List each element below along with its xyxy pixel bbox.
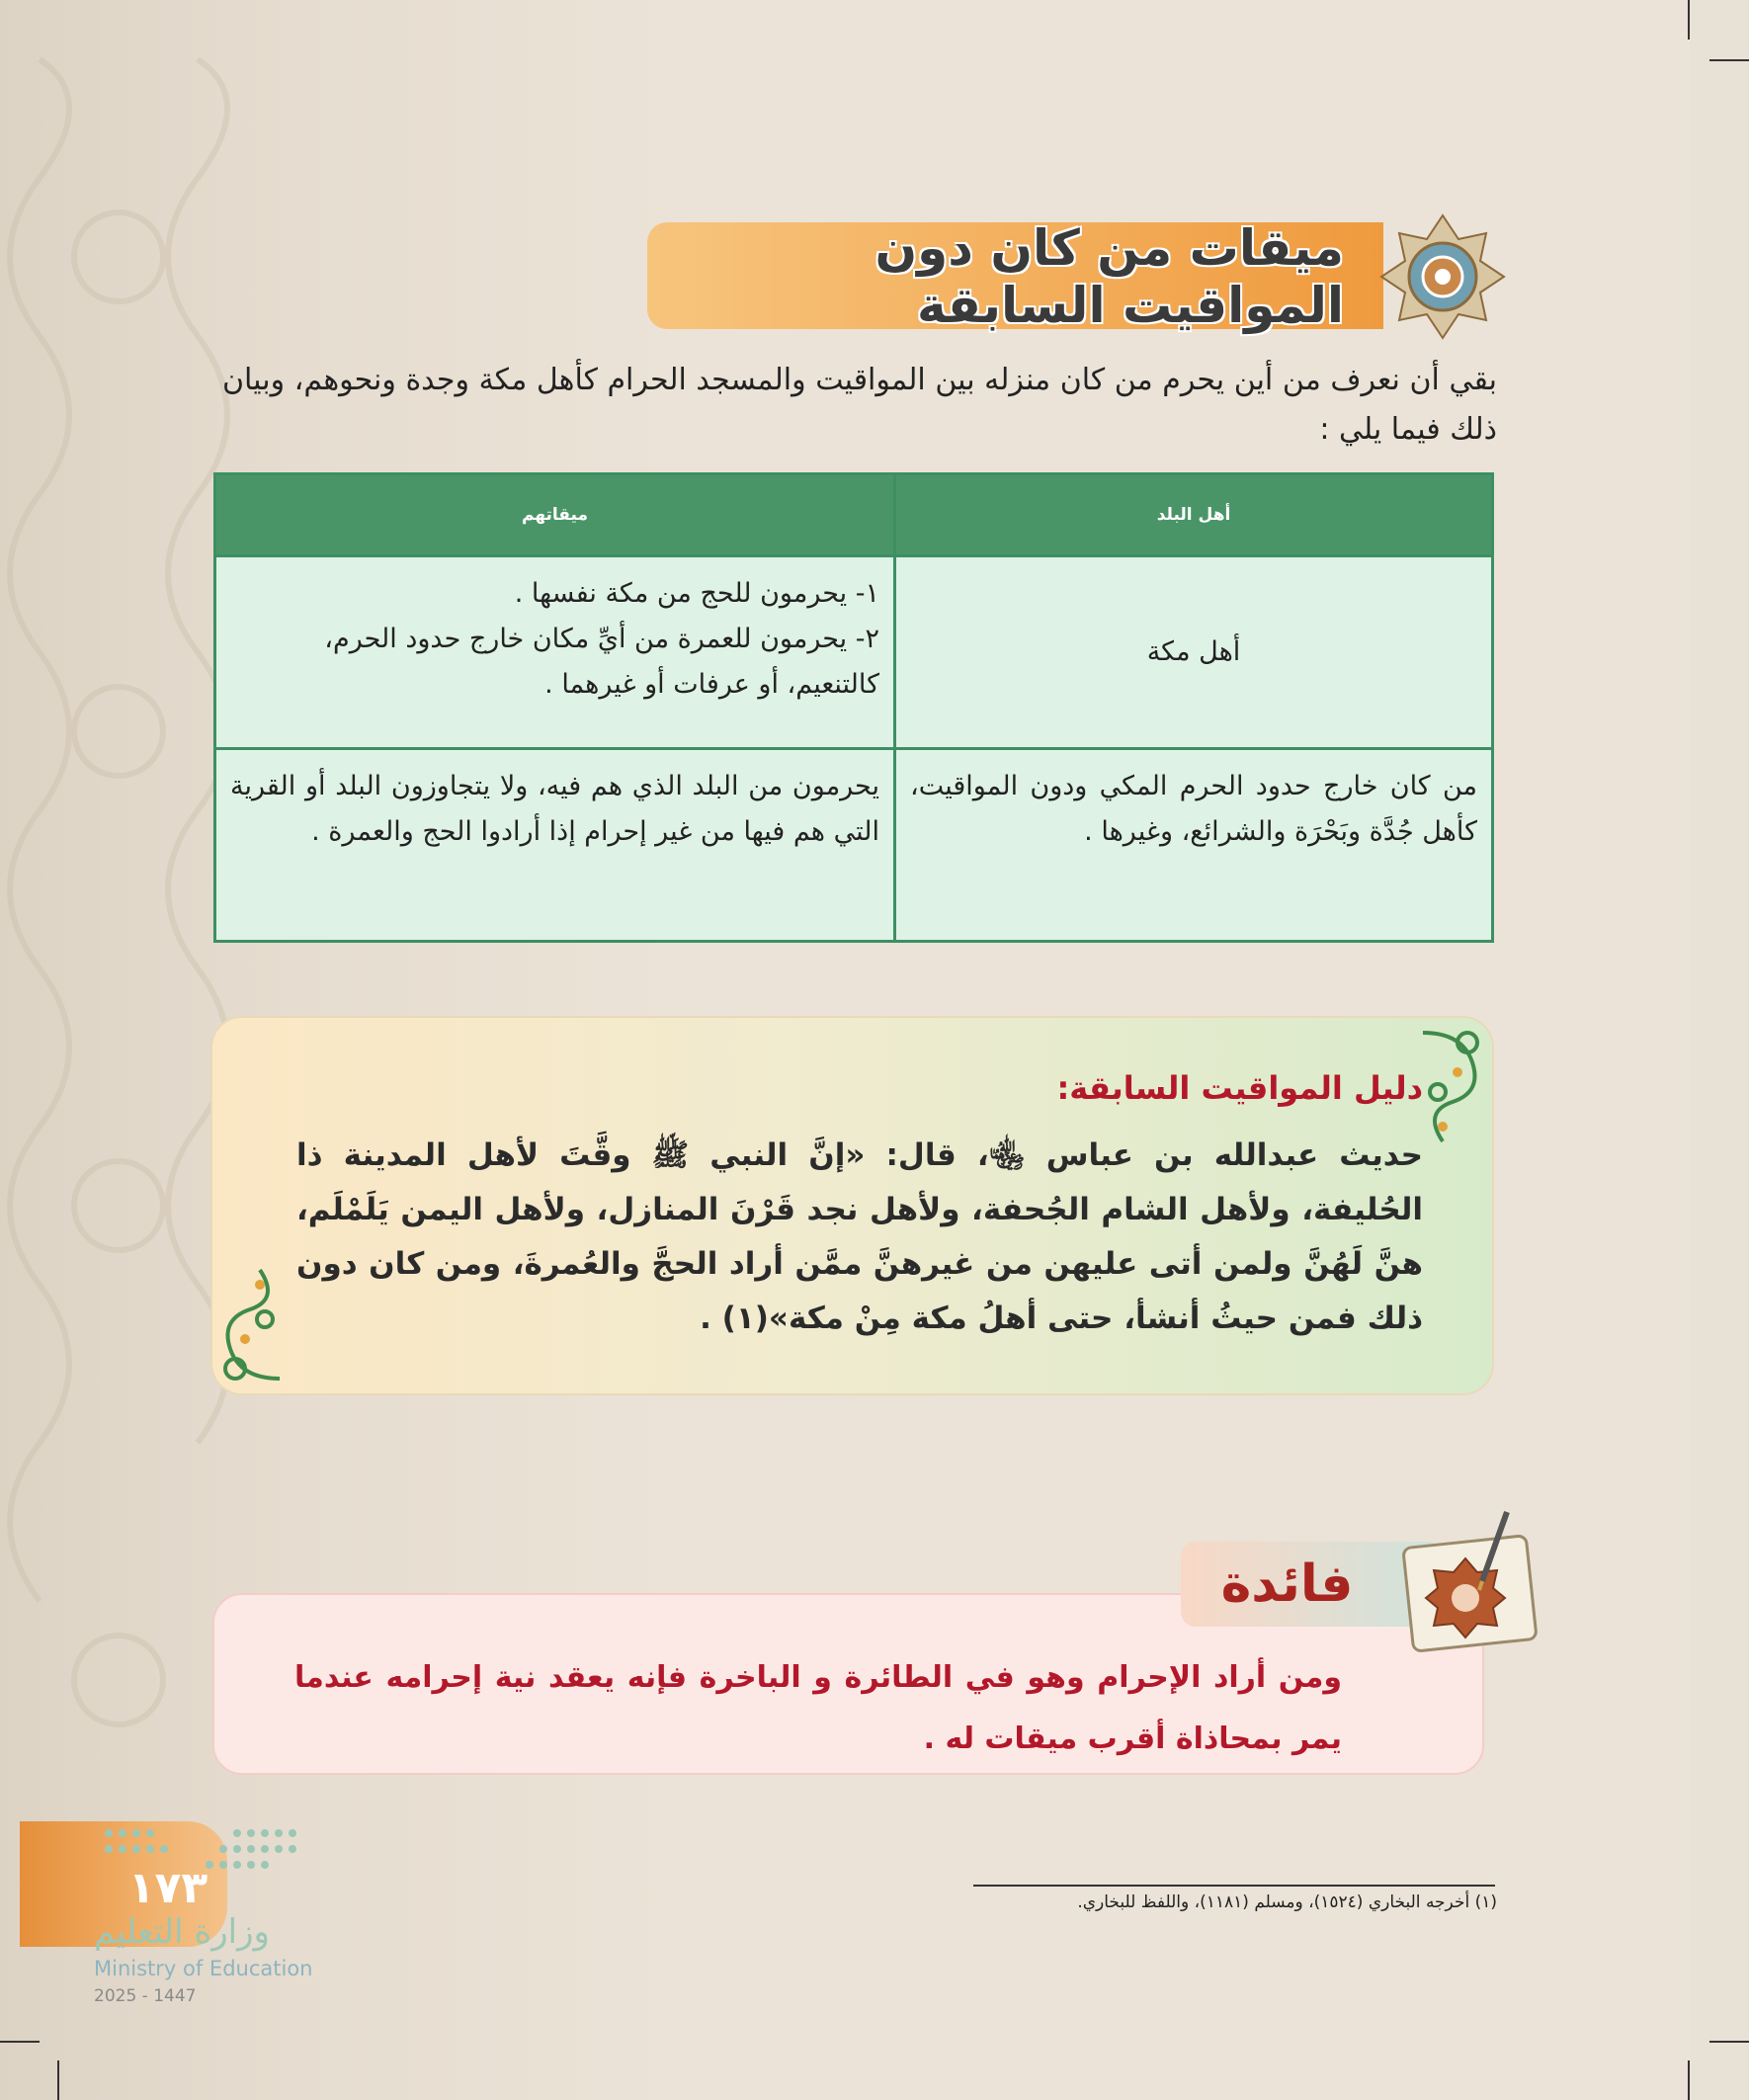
crop-mark [1688, 2060, 1690, 2100]
ministry-year: 2025 - 1447 [94, 1986, 197, 2006]
intro-paragraph: بقي أن نعرف من أين يحرم من كان منزله بين المواقيت والمسجد الحرام كأهل مكة وجدة ونحوهم، وبيان ذلك فيما يلي : [222, 363, 1497, 447]
footnote: (١) أخرجه البخاري (١٥٢٤)، ومسلم (١١٨١)، واللفظ للبخاري. [1077, 1892, 1497, 1912]
table-row [215, 749, 1493, 942]
evidence-heading: دليل المواقيت السابقة: [1056, 1069, 1423, 1107]
footnote-divider [973, 1885, 1495, 1887]
cell-miqat: يحرمون من البلد الذي هم فيه، ولا يتجاوزون البلد أو القرية التي هم فيها من غير إحرام إذا أرادوا الحج والعمرة . [215, 749, 895, 942]
ministry-name-ar: وزارة التعليم [94, 1912, 270, 1952]
header-people: أهل البلد [895, 474, 1493, 556]
mawaqit-table [213, 472, 1494, 943]
miqat-line: ٢- يحرمون للعمرة من أيِّ مكان خارج حدود الحرم، كالتنعيم، أو عرفات أو غيرهما . [324, 624, 879, 700]
miqat-line: ١- يحرمون للحج من مكة نفسها . [514, 578, 879, 609]
benefit-text: ومن أراد الإحرام وهو في الطائرة و الباخرة فإنه يعقد نية إحرامه عندما يمر بمحاذاة أقرب ميقات له . [294, 1660, 1342, 1756]
cell-miqat [215, 556, 895, 749]
crop-mark [1688, 0, 1690, 40]
medallion-icon [1378, 203, 1507, 351]
ministry-name-en: Ministry of Education [94, 1957, 313, 1980]
vine-ornament-icon [215, 1250, 290, 1388]
evidence-text: حديث عبدالله بن عباس ﵄، قال: «إنَّ النبي ﷺ وقَّتَ لأهل المدينة ذا الحُليفة، ولأهل الشام الجُحفة، ولأهل نجد قَرْنَ المنازل، ولأهل اليمن يَلَمْلَم، هنَّ لَهُنَّ ولمن أتى عليهن من غيرهنَّ ممَّن أراد الحجَّ والعُمرةَ، ومن كان دون ذلك فمن حيثُ أنشأ، حتى أهلُ مكة مِنْ مكة»(١) . [296, 1137, 1423, 1336]
table-row [215, 556, 1493, 749]
benefit-label: فائدة [1220, 1554, 1354, 1614]
crop-mark [0, 2041, 40, 2043]
page-number: ١٧٣ [127, 1863, 208, 1913]
crop-mark [1709, 2041, 1749, 2043]
cell-people: أهل مكة [895, 556, 1493, 749]
section-title: ميقات من كان دون المواقيت السابقة [874, 218, 1344, 334]
crop-mark [1709, 59, 1749, 61]
crop-mark [57, 2060, 59, 2100]
note-pen-icon [1388, 1507, 1556, 1655]
vine-ornament-icon [1413, 1023, 1487, 1161]
header-miqat: ميقاتهم [215, 474, 895, 556]
table-header-row [215, 474, 1493, 556]
cell-people: من كان خارج حدود الحرم المكي ودون المواقيت، كأهل جُدَّة وبَحْرَة والشرائع، وغيرها . [895, 749, 1493, 942]
